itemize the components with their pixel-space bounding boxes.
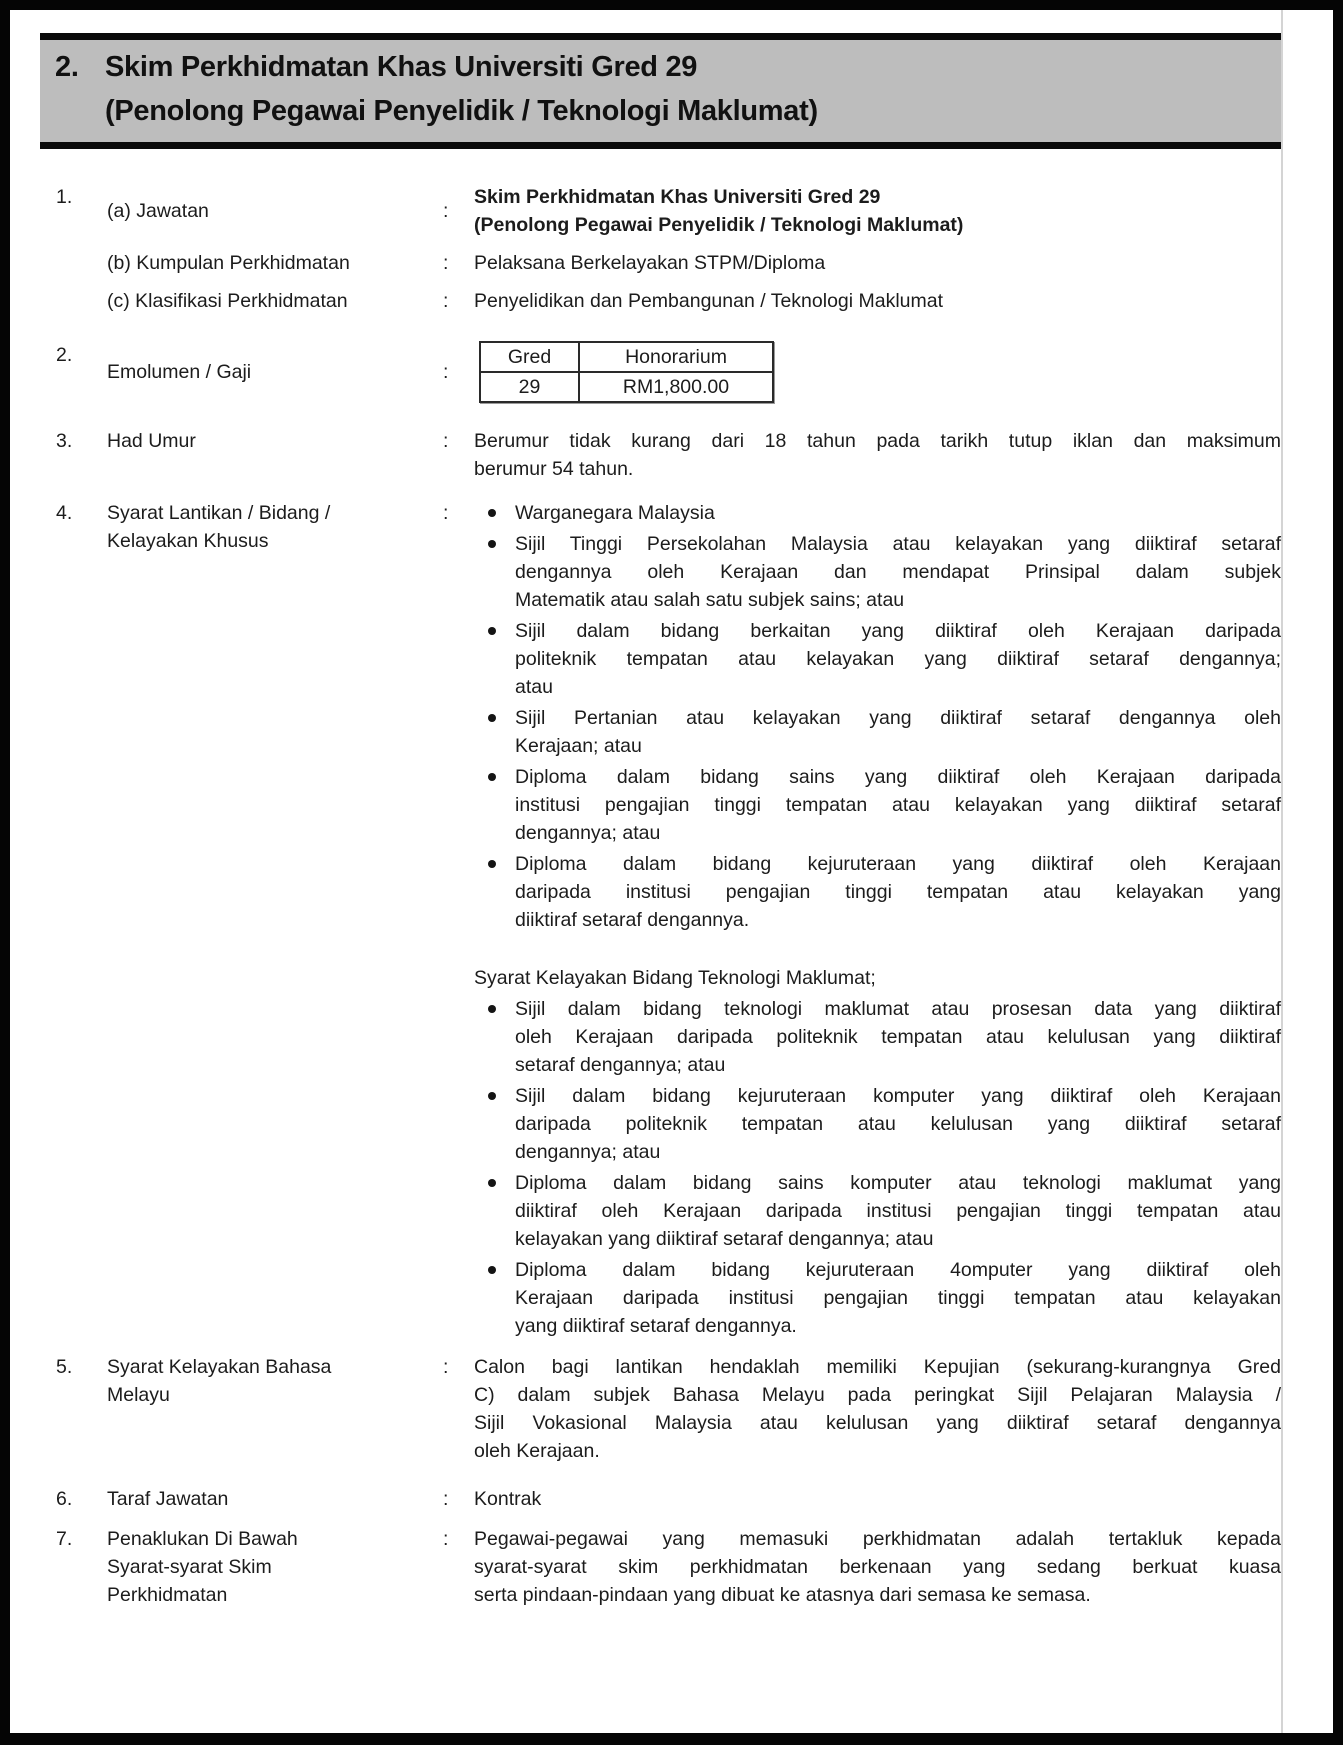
text-line: Syarat-syarat Skim	[107, 1556, 272, 1578]
text-line: Sijil Vokasional Malaysia atau kelulusan yang diiktiraf setaraf dengannya	[474, 1412, 1281, 1434]
text-line: Emolumen / Gaji	[107, 361, 252, 383]
item-3-had-umur	[56, 427, 1281, 483]
text-line: berumur 54 tahun.	[474, 458, 634, 480]
item-label	[107, 427, 443, 455]
item-value	[474, 1485, 1281, 1513]
item-value	[474, 1353, 1281, 1465]
text-line: Diploma dalam bidang kejuruteraan 4omputer yang diiktiraf oleh	[515, 1259, 1281, 1281]
text-line: politeknik tempatan atau kelayakan yang diiktiraf setaraf dengannya;	[515, 648, 1281, 670]
text-line: Berumur tidak kurang dari 18 tahun pada tarikh tutup iklan dan maksimum	[474, 430, 1281, 452]
text-line: diiktiraf setaraf dengannya.	[515, 909, 750, 931]
item-label	[107, 1525, 443, 1609]
bullet-dot-icon	[488, 627, 496, 635]
bullet-text	[515, 995, 1281, 1079]
bullet-item	[474, 499, 1281, 527]
item-label	[107, 1353, 443, 1409]
colon-separator: :	[443, 290, 449, 312]
text-line: serta pindaan-pindaan yang dibuat ke atasnya dari semasa ke semasa.	[474, 1584, 1091, 1606]
bullet-dot-icon	[488, 1179, 496, 1187]
item-value	[474, 427, 1281, 483]
item-label	[107, 1485, 443, 1513]
section-title-line1: Skim Perkhidmatan Khas Universiti Gred 29	[105, 51, 698, 83]
item-number: 1.	[56, 186, 73, 208]
text-line: Sijil Pertanian atau kelayakan yang diiktiraf setaraf dengannya oleh	[515, 707, 1281, 729]
text-line: Diploma dalam bidang sains komputer atau teknologi maklumat yang	[515, 1172, 1281, 1194]
bullet-text	[515, 617, 1281, 701]
text-line: Had Umur	[107, 430, 196, 452]
text-line: Kerajaan; atau	[515, 735, 642, 757]
table-header-gred: Gred	[480, 342, 579, 372]
gred-honorarium-table	[479, 341, 774, 403]
text-line: Perkhidmatan	[107, 1584, 228, 1606]
text-line: institusi pengajian tinggi tempatan atau kelayakan yang diiktiraf setaraf	[515, 794, 1281, 816]
text-line: dengannya; atau	[515, 822, 661, 844]
bullet-text	[515, 704, 1281, 760]
colon-separator: :	[443, 1356, 449, 1378]
item-5-syarat-bahasa-melayu	[56, 1353, 1281, 1465]
text-line: Diploma dalam bidang sains yang diiktiraf oleh Kerajaan daripada	[515, 766, 1281, 788]
text-line: Sijil dalam bidang teknologi maklumat atau prosesan data yang diiktiraf	[515, 998, 1281, 1020]
item-label	[107, 499, 443, 555]
item-value	[474, 287, 1281, 315]
bullet-item	[474, 763, 1281, 847]
item-6-taraf-jawatan	[56, 1485, 1281, 1513]
page-edge-right	[1333, 0, 1343, 1745]
text-line: Sijil Tinggi Persekolahan Malaysia atau kelayakan yang diiktiraf setaraf	[515, 533, 1281, 555]
item-number: 4.	[56, 502, 73, 524]
it-qualification-subheading: Syarat Kelayakan Bidang Teknologi Maklumat;	[474, 967, 876, 989]
text-line: diiktiraf oleh Kerajaan daripada institusi pengajian tinggi tempatan atau	[515, 1200, 1281, 1222]
bullet-dot-icon	[488, 1092, 496, 1100]
colon-separator: :	[443, 1488, 449, 1510]
item-label	[107, 197, 443, 225]
section-number: 2.	[55, 51, 79, 83]
text-line: Penyelidikan dan Pembangunan / Teknologi Maklumat	[474, 290, 944, 312]
text-line: oleh Kerajaan.	[474, 1440, 600, 1462]
text-line: Penaklukan Di Bawah	[107, 1528, 298, 1550]
item-value	[474, 1525, 1281, 1609]
bullet-dot-icon	[488, 1005, 496, 1013]
text-line: Pelaksana Berkelayakan STPM/Diploma	[474, 252, 826, 274]
table-cell-honorarium: RM1,800.00	[579, 372, 773, 402]
item-7-penaklukan-syarat-skim	[56, 1525, 1281, 1609]
item-number: 3.	[56, 430, 73, 452]
bullet-text	[515, 1169, 1281, 1253]
bullet-text	[515, 763, 1281, 847]
bullet-item	[474, 1256, 1281, 1340]
text-line: Matematik atau salah satu subjek sains; atau	[515, 589, 905, 611]
text-line: (a) Jawatan	[107, 200, 209, 222]
colon-separator: :	[443, 1528, 449, 1550]
item-number: 7.	[56, 1528, 73, 1550]
colon-separator: :	[443, 361, 449, 383]
text-line: Sijil dalam bidang kejuruteraan komputer yang diiktiraf oleh Kerajaan	[515, 1085, 1281, 1107]
bullet-item	[474, 617, 1281, 701]
text-line: Diploma dalam bidang kejuruteraan yang diiktiraf oleh Kerajaan	[515, 853, 1281, 875]
bullet-item	[474, 704, 1281, 760]
text-line: (b) Kumpulan Perkhidmatan	[107, 252, 350, 274]
item-1a-jawatan	[56, 183, 1281, 239]
text-line: atau	[515, 676, 553, 698]
bullet-dot-icon	[488, 540, 496, 548]
item-value	[474, 183, 1281, 239]
text-line: C) dalam subjek Bahasa Melayu pada peringkat Sijil Pelajaran Malaysia /	[474, 1384, 1281, 1406]
text-line: dengannya oleh Kerajaan dan mendapat Prinsipal dalam subjek	[515, 561, 1281, 583]
bullet-dot-icon	[488, 860, 496, 868]
document-body	[56, 183, 1281, 1609]
bullet-item	[474, 1082, 1281, 1166]
item-number: 2.	[56, 344, 73, 366]
bullet-text	[515, 1256, 1281, 1340]
page-edge-top	[0, 0, 1343, 10]
bullet-dot-icon	[488, 509, 496, 517]
text-line: kelayakan yang diiktiraf setaraf dengannya; atau	[515, 1228, 934, 1250]
text-line: Kontrak	[474, 1488, 542, 1510]
text-line: Syarat Kelayakan Bahasa	[107, 1356, 332, 1378]
text-line: syarat-syarat skim perkhidmatan berkenaan yang sedang berkuat kuasa	[474, 1556, 1281, 1578]
colon-separator: :	[443, 502, 449, 524]
item-value	[474, 499, 1281, 1343]
colon-separator: :	[443, 252, 449, 274]
item-2-emolumen-gaji	[56, 341, 1281, 403]
item-label	[107, 249, 443, 277]
bullet-item	[474, 530, 1281, 614]
table-header-row	[480, 342, 773, 372]
bullet-dot-icon	[488, 714, 496, 722]
table-cell-gred: 29	[480, 372, 579, 402]
text-line: Taraf Jawatan	[107, 1488, 229, 1510]
table-header-honorarium: Honorarium	[579, 342, 773, 372]
text-line: oleh Kerajaan daripada politeknik tempatan atau kelulusan yang diiktiraf	[515, 1026, 1281, 1048]
section-title-line2: (Penolong Pegawai Penyelidik / Teknologi Maklumat)	[105, 95, 818, 127]
item-1c-klasifikasi-perkhidmatan	[56, 287, 1281, 315]
item-value	[474, 341, 1281, 403]
page-edge-bottom	[0, 1733, 1343, 1745]
text-line: Pegawai-pegawai yang memasuki perkhidmatan adalah tertakluk kepada	[474, 1528, 1281, 1550]
item-label	[107, 287, 443, 315]
text-line: Kelayakan Khusus	[107, 530, 269, 552]
text-line: Syarat Lantikan / Bidang /	[107, 502, 331, 524]
text-line: daripada institusi pengajian tinggi tempatan atau kelayakan yang	[515, 881, 1281, 903]
text-line: daripada politeknik tempatan atau kelulusan yang diiktiraf setaraf	[515, 1113, 1281, 1135]
bullet-dot-icon	[488, 773, 496, 781]
scan-edge-line	[1281, 10, 1283, 1733]
item-label	[107, 358, 443, 386]
item-1b-kumpulan-perkhidmatan	[56, 249, 1281, 277]
text-line: Sijil dalam bidang berkaitan yang diiktiraf oleh Kerajaan daripada	[515, 620, 1281, 642]
text-line: Warganegara Malaysia	[515, 502, 715, 524]
section-header-banner	[40, 33, 1281, 149]
section-title	[105, 45, 1271, 133]
item-number: 5.	[56, 1356, 73, 1378]
item-4-syarat-lantikan	[56, 499, 1281, 1343]
text-line: (Penolong Pegawai Penyelidik / Teknologi Maklumat)	[474, 214, 964, 236]
bullet-text	[515, 499, 1281, 527]
bullet-text	[515, 1082, 1281, 1166]
bullet-item	[474, 995, 1281, 1079]
item-value	[474, 249, 1281, 277]
bullet-text	[515, 850, 1281, 934]
bullet-item	[474, 1169, 1281, 1253]
text-line: setaraf dengannya; atau	[515, 1054, 726, 1076]
bullet-item	[474, 850, 1281, 934]
page-edge-left	[0, 0, 10, 1745]
bullet-text	[515, 530, 1281, 614]
colon-separator: :	[443, 430, 449, 452]
item-number: 6.	[56, 1488, 73, 1510]
text-line: (c) Klasifikasi Perkhidmatan	[107, 290, 348, 312]
text-line: Melayu	[107, 1384, 170, 1406]
table-value-row	[480, 372, 773, 402]
text-line: dengannya; atau	[515, 1141, 661, 1163]
bullet-dot-icon	[488, 1266, 496, 1274]
text-line: Skim Perkhidmatan Khas Universiti Gred 29	[474, 186, 881, 208]
text-line: Kerajaan daripada institusi pengajian tinggi tempatan atau kelayakan	[515, 1287, 1281, 1309]
text-line: Calon bagi lantikan hendaklah memiliki Kepujian (sekurang-kurangnya Gred	[474, 1356, 1281, 1378]
text-line: yang diiktiraf setaraf dengannya.	[515, 1315, 797, 1337]
colon-separator: :	[443, 200, 449, 222]
